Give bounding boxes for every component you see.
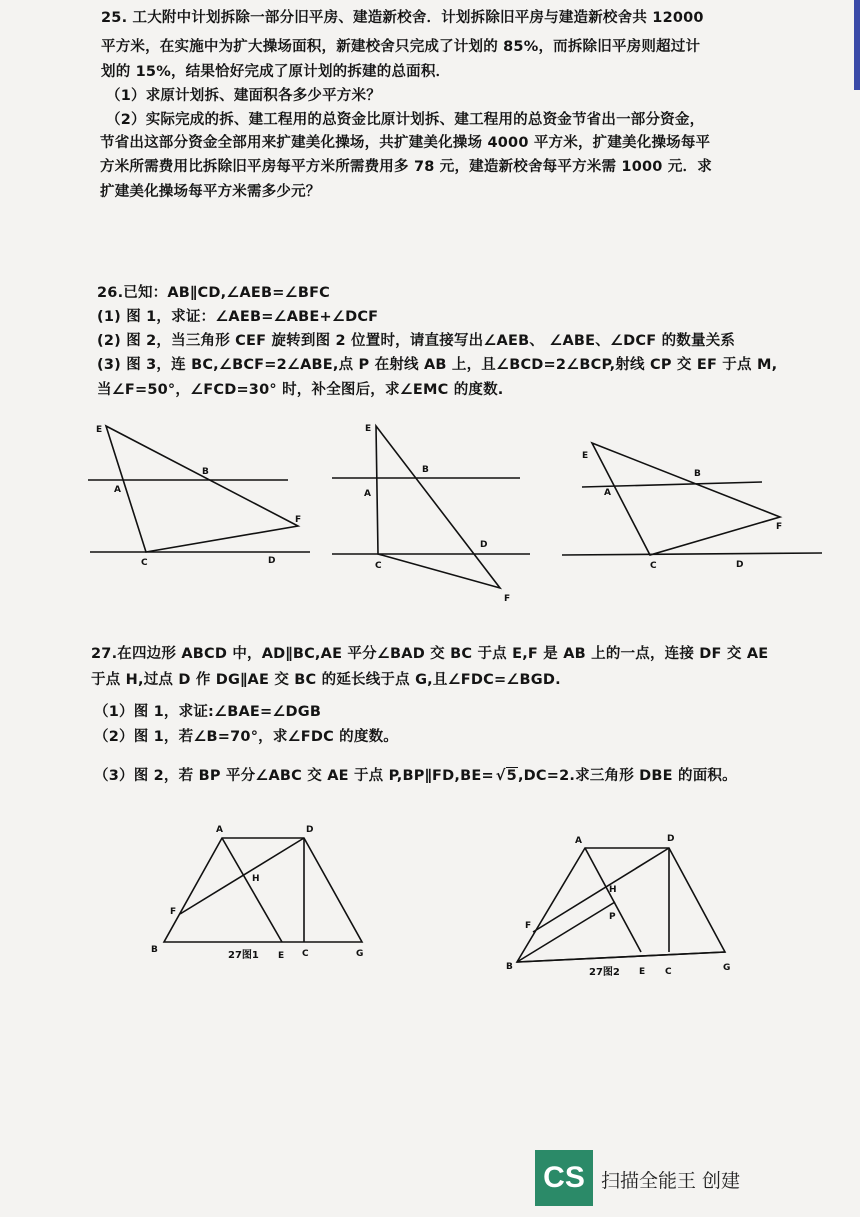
q25-line-8: 扩建美化操场每平方米需多少元？ — [100, 184, 321, 200]
q26-figure-1 — [88, 418, 318, 572]
label-g: G — [723, 963, 731, 973]
label-e: E — [639, 967, 646, 977]
caption: 27图2 — [589, 967, 620, 978]
q27-line-1: 27.在四边形 ABCD 中，AD∥BC,AE 平分∠BAD 交 BC 于点 E,F 是 AB 上的一点，连接 DF 交 AE — [91, 646, 769, 662]
label-f: F — [170, 907, 177, 917]
q27-line-5-part-b: ,DC=2.求三角形 DBE 的面积。 — [517, 768, 737, 784]
label-b: B — [422, 465, 429, 475]
q26-line-3: (2) 图 2，当三角形 CEF 旋转到图 2 位置时，请直接写出∠AEB、 ∠ABE、∠DCF 的数量关系 — [97, 333, 736, 349]
q25-line-6: 节省出这部分资金全部用来扩建美化操场，共扩建美化操场 4000 平方米，扩建美化操场每平 — [100, 135, 711, 151]
q25-line-2: 平方米，在实施中为扩大操场面积，新建校舍只完成了计划的 85%，而拆除旧平房则超过计 — [101, 39, 701, 55]
label-b: B — [151, 945, 158, 955]
label-b: B — [694, 469, 701, 479]
edge-strip — [854, 0, 860, 90]
label-h: H — [609, 885, 617, 895]
q27-figure-2 — [503, 828, 743, 982]
label-f: F — [776, 522, 783, 532]
label-h: H — [252, 874, 260, 884]
label-f: F — [504, 594, 511, 604]
label-b: B — [202, 467, 209, 477]
label-e: E — [365, 424, 372, 434]
q26-line-2: (1) 图 1，求证：∠AEB=∠ABE+∠DCF — [97, 309, 379, 325]
label-c: C — [141, 558, 148, 568]
label-a: A — [114, 485, 121, 495]
q27-line-5 — [94, 764, 737, 785]
label-a: A — [216, 825, 223, 835]
camscanner-watermark — [535, 1150, 775, 1206]
q25-line-5: （2）实际完成的拆、建工程用的总资金比原计划拆、建工程用的总资金节省出一部分资金， — [106, 112, 705, 128]
label-f: F — [525, 921, 532, 931]
label-d: D — [480, 540, 488, 550]
q25-line-3: 划的 15%，结果恰好完成了原计划的拆建的总面积． — [101, 64, 451, 80]
label-c: C — [375, 561, 382, 571]
q25-line-1: 25. 工大附中计划拆除一部分旧平房、建造新校舍．计划拆除旧平房与建造新校舍共 12000 — [101, 10, 704, 26]
label-f: F — [295, 515, 302, 525]
label-a: A — [364, 489, 371, 499]
q26-line-5: 当∠F=50°，∠FCD=30° 时，补全图后，求∠EMC 的度数. — [97, 382, 504, 398]
sqrt-symbol: √5 — [495, 768, 517, 784]
label-b: B — [506, 962, 513, 972]
label-a: A — [575, 836, 582, 846]
label-c: C — [302, 949, 309, 959]
q27-line-5-part-a: （3）图 2，若 BP 平分∠ABC 交 AE 于点 P,BP∥FD,BE= — [94, 768, 494, 784]
q27-line-3: （1）图 1，求证:∠BAE=∠DGB — [94, 704, 322, 720]
q26-line-4: (3) 图 3，连 BC,∠BCF=2∠ABE,点 P 在射线 AB 上，且∠BCD=2∠BCP,射线 CP 交 EF 于点 M, — [97, 357, 778, 373]
label-d: D — [268, 556, 276, 566]
cs-logo: CS — [535, 1150, 593, 1206]
label-c: C — [650, 561, 657, 571]
q26-figure-2 — [330, 420, 540, 609]
sqrt-radicand: 5 — [506, 768, 517, 784]
q26-figure-3 — [562, 440, 822, 574]
q27-line-2: 于点 H,过点 D 作 DG∥AE 交 BC 的延长线于点 G,且∠FDC=∠BGD. — [91, 672, 561, 688]
watermark-text: 扫描全能王 创建 — [601, 1170, 741, 1192]
q25-line-7: 方米所需费用比拆除旧平房每平方米所需费用多 78 元，建造新校舍每平方米需 1000 元．求 — [100, 159, 712, 175]
label-a: A — [604, 488, 611, 498]
label-p: P — [609, 912, 616, 922]
label-d: D — [736, 560, 744, 570]
label-e: E — [278, 951, 285, 961]
label-e: E — [582, 451, 589, 461]
label-c: C — [665, 967, 672, 977]
q25-line-4: （1）求原计划拆、建面积各多少平方米？ — [106, 88, 381, 104]
label-e: E — [96, 425, 103, 435]
label-d: D — [306, 825, 314, 835]
label-g: G — [356, 949, 364, 959]
label-d: D — [667, 834, 675, 844]
q26-line-1: 26.已知：AB∥CD,∠AEB=∠BFC — [97, 285, 331, 301]
q27-figure-1 — [148, 818, 378, 972]
caption: 27图1 — [228, 950, 259, 961]
q27-line-4: （2）图 1，若∠B=70°，求∠FDC 的度数。 — [94, 729, 398, 745]
